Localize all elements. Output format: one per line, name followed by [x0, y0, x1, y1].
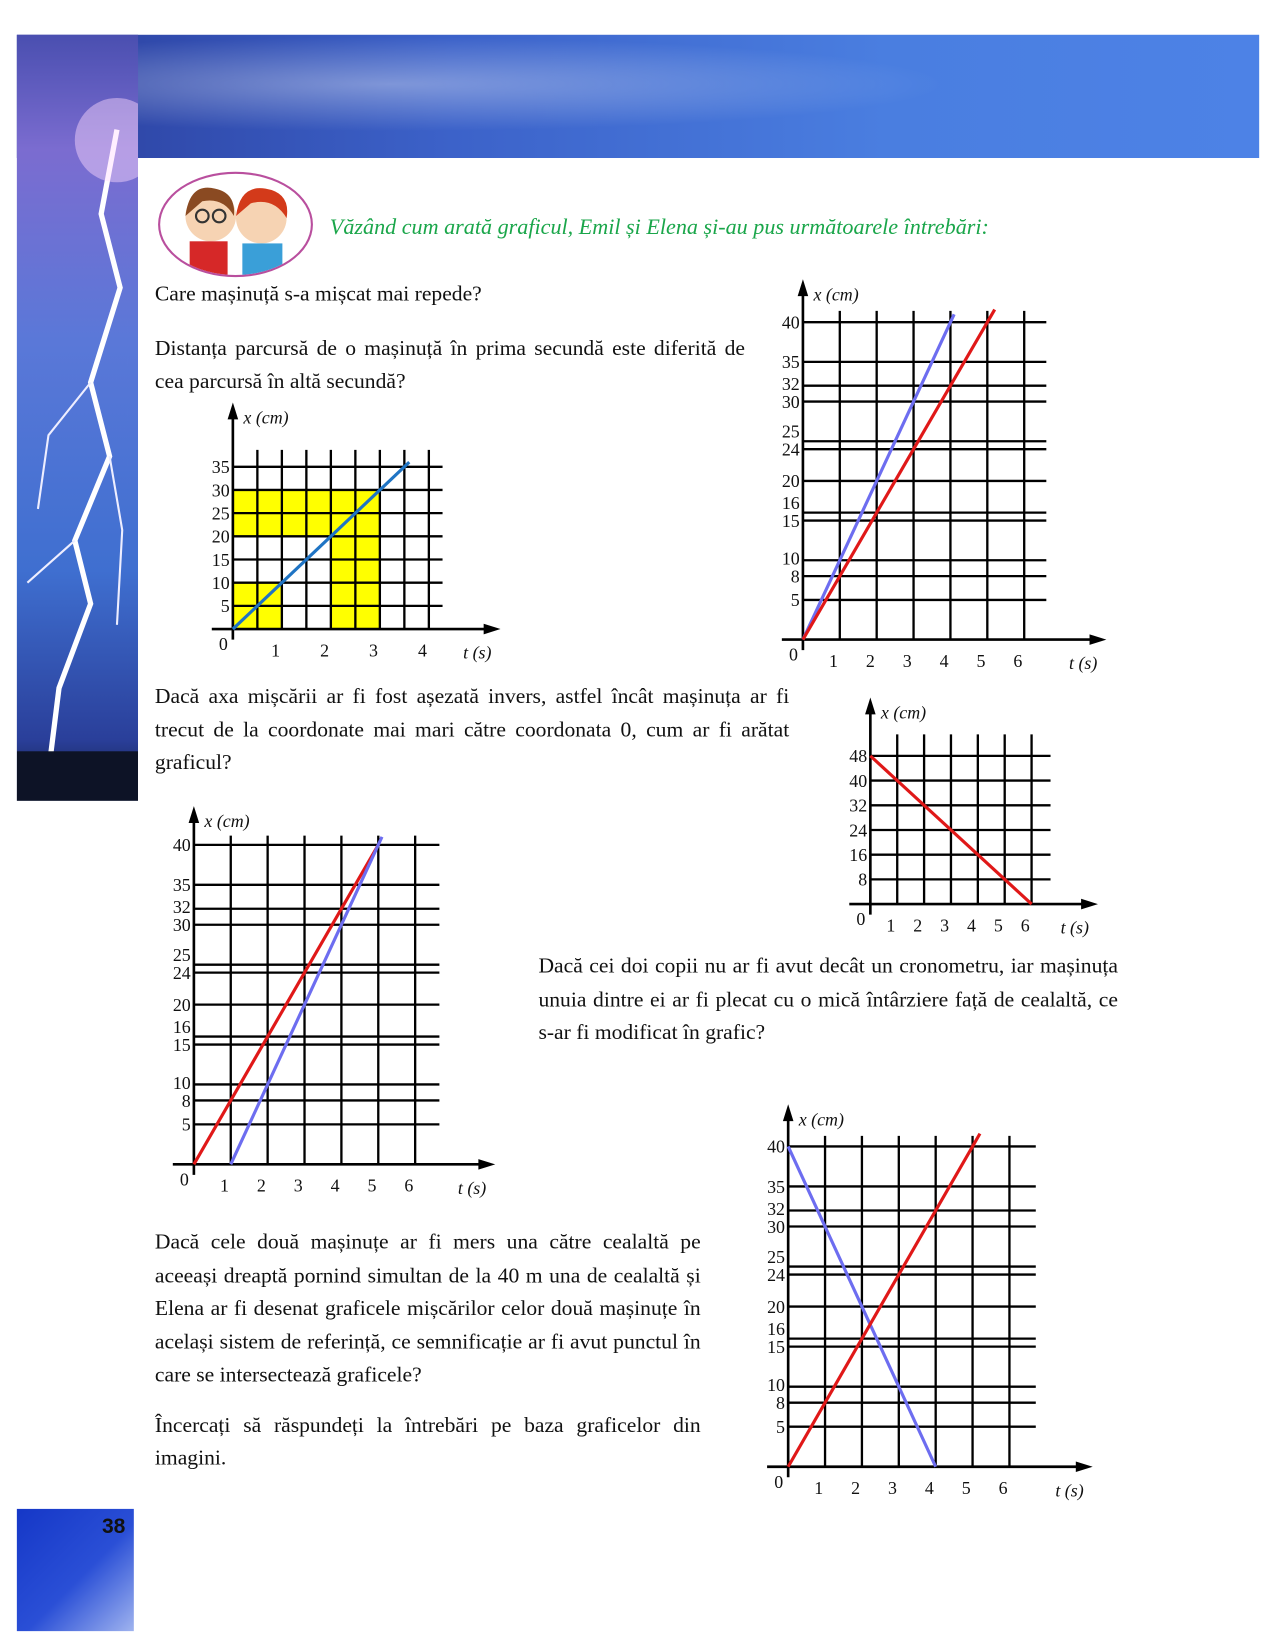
x-tick-label: 2: [851, 1478, 861, 1499]
closing-instruction: Încercați să răspundeți la întrebări pe baza graficelor din imagini.: [154, 1413, 701, 1470]
y-tick-label: 16: [767, 1319, 786, 1340]
y-tick-label: 30: [172, 915, 191, 936]
x-tick-label: 6: [404, 1175, 414, 1196]
y-tick-label: 5: [790, 590, 800, 611]
x-axis-label: t (s): [1060, 917, 1089, 938]
y-tick-label: 5: [220, 596, 230, 617]
origin-label: 0: [774, 1471, 784, 1492]
x-tick-label: 4: [418, 640, 428, 661]
x-tick-label: 3: [888, 1478, 897, 1499]
y-tick-label: 20: [172, 994, 191, 1015]
y-tick-label: 32: [781, 373, 800, 394]
y-tick-label: 40: [849, 770, 868, 791]
y-tick-label: 25: [211, 503, 230, 524]
y-tick-label: 30: [211, 480, 230, 501]
y-tick-label: 10: [172, 1072, 191, 1093]
x-axis-label: t (s): [1055, 1480, 1084, 1501]
question-4: Dacă cei doi copii nu ar fi avut decât un cronometru, iar mașinuța unuia dintre ei ar fi plecat cu o mică întârziere față de cealaltă, ce s-ar fi modificat în grafic?: [538, 954, 1118, 1045]
section-heading: Văzând cum arată graficul, Emil și Elena și-au pus următoarele întrebări:: [329, 213, 989, 240]
x-tick-label: 3: [369, 640, 379, 661]
x-tick-label: 1: [219, 1175, 229, 1196]
y-tick-label: 16: [849, 844, 868, 865]
y-axis-label: x (cm): [204, 811, 250, 832]
questions-top-column: [155, 278, 745, 399]
y-tick-label: 16: [172, 1016, 191, 1037]
y-tick-label: 10: [211, 573, 230, 594]
y-tick-label: 30: [767, 1216, 786, 1237]
x-tick-label: 5: [993, 915, 1003, 936]
x-tick-label: 4: [967, 915, 976, 936]
x-tick-label: 3: [940, 915, 950, 936]
y-tick-label: 40: [767, 1136, 786, 1157]
y-tick-label: 20: [767, 1296, 786, 1317]
x-tick-label: 6: [1020, 915, 1030, 936]
y-tick-label: 35: [172, 875, 191, 896]
y-tick-label: 24: [849, 820, 868, 841]
y-tick-label: 15: [172, 1034, 191, 1055]
x-tick-label: 1: [886, 915, 896, 936]
question-1: Care mașinuță s-a mișcat mai repede?: [154, 282, 482, 306]
y-tick-label: 15: [767, 1336, 786, 1357]
question-2: Distanța parcursă de o mașinuță în prima secundă este diferită de cea parcursă în altă secundă?: [154, 336, 745, 394]
y-tick-label: 35: [211, 457, 230, 478]
question-3: Dacă axa mișcării ar fi fost așezată invers, astfel încât mașinuța ar fi trecut de la coordonate mai mari către coordonata 0, cum ar fi arătat graficul?: [154, 684, 790, 775]
y-tick-label: 16: [781, 492, 800, 513]
y-tick-label: 15: [781, 510, 800, 531]
y-axis-label: x (cm): [880, 702, 927, 723]
y-tick-label: 40: [172, 835, 191, 856]
y-tick-label: 24: [172, 962, 191, 983]
x-tick-label: 4: [939, 650, 949, 671]
x-tick-label: 4: [330, 1175, 340, 1196]
x-tick-label: 1: [829, 650, 838, 671]
x-tick-label: 2: [865, 650, 875, 671]
origin-label: 0: [179, 1169, 189, 1190]
y-tick-label: 10: [781, 548, 800, 569]
y-tick-label: 35: [781, 352, 800, 373]
x-tick-label: 2: [256, 1175, 266, 1196]
y-tick-label: 5: [776, 1417, 786, 1438]
origin-label: 0: [856, 909, 866, 930]
questions-bottom-column: [155, 1227, 701, 1476]
x-tick-label: 5: [961, 1478, 971, 1499]
y-tick-label: 8: [181, 1090, 191, 1111]
x-tick-label: 3: [293, 1175, 303, 1196]
x-tick-label: 3: [902, 650, 912, 671]
y-tick-label: 8: [776, 1393, 786, 1414]
y-tick-label: 5: [181, 1114, 191, 1135]
x-tick-label: 1: [271, 640, 281, 661]
page-number-box: [17, 1509, 134, 1631]
x-axis-label: t (s): [457, 1177, 487, 1198]
y-tick-label: 40: [781, 312, 800, 333]
lightning-illustration: [17, 35, 138, 801]
y-tick-label: 30: [781, 391, 800, 412]
y-axis-label: x (cm): [813, 284, 859, 305]
y-tick-label: 24: [767, 1264, 786, 1285]
y-axis-label: x (cm): [243, 407, 289, 428]
y-tick-label: 8: [858, 869, 868, 890]
question-5: Dacă cele două mașinuțe ar fi mers una către cealaltă pe aceeași dreaptă pornind simultan de la 40 m una de cealaltă și Elena ar fi desenat graficele mișcărilor celor două mașinuțe în același sistem de referință, ce semnificație ar fi avut punctul în care se intersectează graficele?: [154, 1230, 701, 1387]
y-tick-label: 25: [767, 1246, 786, 1267]
x-tick-label: 5: [367, 1175, 377, 1196]
origin-label: 0: [788, 644, 798, 665]
y-tick-label: 8: [790, 566, 800, 587]
y-tick-label: 20: [211, 526, 230, 547]
y-tick-label: 25: [781, 421, 800, 442]
y-tick-label: 32: [172, 897, 191, 918]
kids-illustration: [158, 172, 313, 277]
y-axis-label: x (cm): [798, 1109, 844, 1130]
y-tick-label: 35: [767, 1176, 786, 1197]
y-tick-label: 15: [211, 549, 230, 570]
x-tick-label: 6: [1013, 650, 1023, 671]
y-tick-label: 20: [781, 471, 800, 492]
y-tick-label: 10: [767, 1375, 786, 1396]
x-axis-label: t (s): [463, 642, 492, 663]
page-number: 38: [101, 1515, 126, 1539]
y-tick-label: 32: [849, 795, 868, 816]
x-tick-label: 4: [924, 1478, 934, 1499]
y-tick-label: 24: [781, 439, 800, 460]
y-tick-label: 48: [849, 746, 868, 767]
x-tick-label: 2: [320, 640, 330, 661]
x-tick-label: 2: [913, 915, 923, 936]
x-tick-label: 5: [976, 650, 986, 671]
origin-label: 0: [218, 634, 228, 655]
y-tick-label: 32: [767, 1198, 786, 1219]
header-banner: [17, 35, 1259, 158]
x-tick-label: 6: [998, 1478, 1008, 1499]
y-tick-label: 25: [172, 945, 191, 966]
x-axis-label: t (s): [1069, 653, 1098, 674]
x-tick-label: 1: [814, 1478, 824, 1499]
